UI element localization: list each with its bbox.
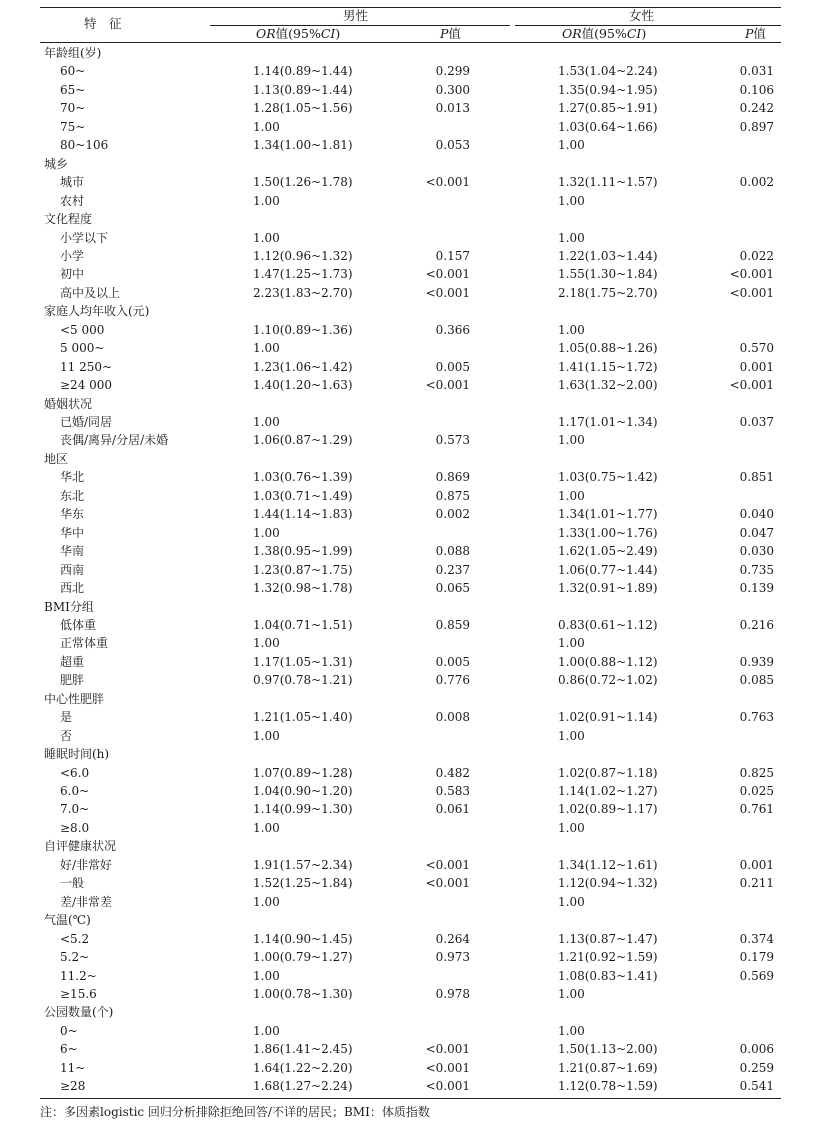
female-p-cell: 0.541	[739, 1079, 774, 1094]
male-or-cell: 1.91(1.57~2.34)	[253, 857, 353, 872]
male-p-cell: 0.859	[435, 617, 470, 632]
female-p-cell: 0.037	[739, 415, 774, 429]
female-or-cell: 0.86(0.72~1.02)	[558, 673, 658, 688]
row-feature-cell: 6.0~	[60, 784, 90, 798]
male-p-cell: 0.005	[435, 359, 470, 374]
female-or-cell: 1.12(0.94~1.32)	[558, 876, 658, 891]
female-or-cell: 1.02(0.89~1.17)	[558, 802, 658, 817]
row-feature-cell: 婚姻状况	[44, 396, 93, 411]
table-row	[0, 1040, 824, 1058]
table-row	[0, 284, 824, 302]
female-or-cell: 1.00(0.88~1.12)	[558, 654, 658, 669]
female-or-cell: 1.32(1.11~1.57)	[558, 175, 658, 190]
male-or-cell: 1.40(1.20~1.63)	[253, 378, 353, 393]
female-p-cell: 0.939	[739, 654, 774, 669]
male-p-cell: 0.002	[435, 507, 470, 522]
table-row	[0, 62, 824, 80]
male-or-cell: 2.23(1.83~2.70)	[253, 285, 353, 300]
male-or-cell: 1.03(0.76~1.39)	[253, 470, 353, 485]
female-p-cell: 0.211	[739, 876, 774, 891]
female-or-cell: 1.00	[558, 728, 585, 743]
row-feature-cell: 城市	[60, 175, 85, 190]
female-or-cell: 1.00	[558, 488, 585, 503]
table-row	[0, 708, 824, 726]
female-or-cell: 1.08(0.83~1.41)	[558, 968, 658, 983]
female-or-cell: 1.03(0.75~1.42)	[558, 470, 658, 485]
table-row	[0, 561, 824, 579]
table-row	[0, 431, 824, 449]
row-feature-cell: 西南	[60, 562, 85, 577]
table-group-row	[0, 911, 824, 929]
male-or-cell: 1.00(0.79~1.27)	[253, 950, 353, 965]
male-p-cell: 0.875	[435, 488, 470, 503]
table-top-rule	[40, 7, 781, 8]
male-or-cell: 1.00	[253, 968, 280, 983]
male-p-cell: <0.001	[425, 876, 470, 891]
table-row	[0, 985, 824, 1003]
male-p-cell: 0.366	[435, 322, 470, 337]
female-p-cell: 0.259	[739, 1060, 774, 1075]
row-feature-cell: 低体重	[60, 617, 97, 632]
table-row	[0, 173, 824, 191]
row-feature-cell: 正常体重	[60, 636, 109, 651]
table-row	[0, 81, 824, 99]
row-feature-cell: 家庭人均年收入(元)	[44, 304, 150, 319]
female-or-cell: 1.02(0.87~1.18)	[558, 765, 658, 780]
male-p-cell: 0.583	[435, 784, 470, 798]
female-p-cell: 0.761	[739, 802, 774, 817]
table-row	[0, 616, 824, 634]
female-or-cell: 1.35(0.94~1.95)	[558, 82, 658, 97]
row-feature-cell: 农村	[60, 193, 85, 208]
female-p-cell: 0.851	[739, 470, 774, 485]
row-feature-cell: ≥8.0	[60, 820, 90, 835]
row-feature-cell: 华中	[60, 525, 85, 540]
table-group-row	[0, 690, 824, 708]
male-or-cell: 1.86(1.41~2.45)	[253, 1042, 353, 1057]
table-row	[0, 634, 824, 652]
row-feature-cell: ≥15.6	[60, 986, 97, 1001]
table-group-row	[0, 745, 824, 763]
table-bottom-rule	[40, 1098, 781, 1099]
table-row	[0, 487, 824, 505]
female-p-cell: 0.763	[739, 710, 774, 725]
male-or-cell: 1.00	[253, 193, 280, 208]
table-row	[0, 192, 824, 210]
table-row	[0, 265, 824, 283]
row-feature-cell: 5 000~	[60, 341, 105, 356]
female-or-cell: 1.12(0.78~1.59)	[558, 1079, 658, 1094]
header-feature: 特 征	[84, 16, 122, 31]
table-row	[0, 930, 824, 948]
row-feature-cell: 11~	[60, 1060, 86, 1075]
table-row	[0, 136, 824, 154]
female-p-cell: 0.242	[739, 101, 774, 116]
male-or-cell: 1.23(0.87~1.75)	[253, 562, 353, 577]
female-or-cell: 1.34(1.12~1.61)	[558, 857, 658, 872]
header-male-p: P值	[440, 26, 461, 41]
male-or-cell: 1.14(0.99~1.30)	[253, 802, 353, 817]
male-p-cell: <0.001	[425, 1079, 470, 1094]
row-feature-cell: 5.2~	[60, 950, 90, 965]
male-or-cell: 1.00	[253, 119, 280, 134]
row-feature-cell: 初中	[60, 267, 85, 282]
female-p-cell: 0.139	[739, 581, 774, 596]
male-p-cell: <0.001	[425, 175, 470, 190]
female-p-cell: 0.022	[739, 248, 774, 263]
row-feature-cell: 气温(℃)	[44, 913, 91, 928]
header-female: 女性	[629, 8, 655, 23]
female-p-cell: 0.179	[739, 950, 774, 965]
row-feature-cell: 已婚/同居	[60, 415, 113, 429]
table-row	[0, 653, 824, 671]
male-or-cell: 1.00	[253, 820, 280, 835]
female-p-cell: 0.031	[739, 64, 774, 79]
female-p-cell: 0.825	[739, 765, 774, 780]
male-or-cell: 1.07(0.89~1.28)	[253, 765, 353, 780]
male-p-cell: 0.299	[435, 64, 470, 79]
female-or-cell: 1.63(1.32~2.00)	[558, 378, 658, 393]
female-or-cell: 1.02(0.91~1.14)	[558, 710, 658, 725]
row-feature-cell: 11 250~	[60, 359, 113, 374]
female-or-cell: 1.62(1.05~2.49)	[558, 544, 658, 559]
female-p-cell: <0.001	[729, 285, 774, 300]
male-p-cell: 0.013	[435, 101, 470, 116]
female-or-cell: 1.34(1.01~1.77)	[558, 507, 658, 522]
male-p-cell: 0.061	[435, 802, 470, 817]
male-or-cell: 0.97(0.78~1.21)	[253, 673, 353, 688]
female-or-cell: 1.00	[558, 230, 585, 245]
male-group-rule	[210, 25, 510, 26]
table-row	[0, 321, 824, 339]
table-row	[0, 727, 824, 745]
male-or-cell: 1.52(1.25~1.84)	[253, 876, 353, 891]
female-or-cell: 1.00	[558, 636, 585, 651]
header-male: 男性	[343, 8, 369, 23]
table-row	[0, 893, 824, 911]
male-or-cell: 1.68(1.27~2.24)	[253, 1079, 353, 1094]
female-or-cell: 1.22(1.03~1.44)	[558, 248, 658, 263]
table-row	[0, 671, 824, 689]
female-or-cell: 1.05(0.88~1.26)	[558, 341, 658, 356]
female-p-cell: 0.374	[739, 931, 774, 946]
female-or-cell: 1.17(1.01~1.34)	[558, 415, 658, 429]
male-or-cell: 1.34(1.00~1.81)	[253, 138, 353, 153]
row-feature-cell: 公园数量(个)	[44, 1005, 114, 1020]
male-p-cell: 0.300	[435, 82, 470, 97]
table-row	[0, 819, 824, 837]
female-or-cell: 1.21(0.92~1.59)	[558, 950, 658, 965]
male-or-cell: 1.10(0.89~1.36)	[253, 322, 353, 337]
female-p-cell: 0.216	[739, 617, 774, 632]
male-p-cell: <0.001	[425, 857, 470, 872]
male-or-cell: 1.04(0.71~1.51)	[253, 617, 353, 632]
row-feature-cell: 75~	[60, 119, 86, 134]
table-row	[0, 800, 824, 818]
table-row	[0, 764, 824, 782]
row-feature-cell: 中心性肥胖	[44, 691, 105, 706]
female-or-cell: 2.18(1.75~2.70)	[558, 285, 658, 300]
table-row	[0, 874, 824, 892]
female-group-rule	[515, 25, 781, 26]
female-or-cell: 1.32(0.91~1.89)	[558, 581, 658, 596]
row-feature-cell: ≥24 000	[60, 378, 113, 393]
male-or-cell: 1.00	[253, 230, 280, 245]
male-or-cell: 1.00	[253, 636, 280, 651]
female-p-cell: 0.025	[739, 784, 774, 798]
male-or-cell: 1.14(0.90~1.45)	[253, 931, 353, 946]
male-p-cell: 0.869	[435, 470, 470, 485]
row-feature-cell: 超重	[60, 654, 85, 669]
row-feature-cell: 小学	[60, 248, 85, 263]
table-row	[0, 468, 824, 486]
male-or-cell: 1.13(0.89~1.44)	[253, 82, 353, 97]
table-group-row	[0, 210, 824, 228]
row-feature-cell: 60~	[60, 64, 86, 79]
female-or-cell: 1.00	[558, 193, 585, 208]
table-group-row	[0, 395, 824, 413]
male-p-cell: <0.001	[425, 1042, 470, 1057]
female-p-cell: 0.040	[739, 507, 774, 522]
female-p-cell: <0.001	[729, 267, 774, 282]
row-feature-cell: 7.0~	[60, 802, 90, 817]
male-p-cell: 0.264	[435, 931, 470, 946]
table-row	[0, 856, 824, 874]
table-row	[0, 542, 824, 560]
row-feature-cell: 80~106	[60, 138, 109, 153]
table-row	[0, 948, 824, 966]
table-row	[0, 782, 824, 800]
male-or-cell: 1.44(1.14~1.83)	[253, 507, 353, 522]
female-p-cell: 0.085	[739, 673, 774, 688]
male-p-cell: 0.776	[435, 673, 470, 688]
table-row	[0, 339, 824, 357]
female-or-cell: 1.03(0.64~1.66)	[558, 119, 658, 134]
female-or-cell: 1.00	[558, 820, 585, 835]
male-p-cell: 0.065	[435, 581, 470, 596]
table-row	[0, 413, 824, 431]
table-group-row	[0, 155, 824, 173]
table-group-row	[0, 302, 824, 320]
table-row	[0, 247, 824, 265]
male-or-cell: 1.50(1.26~1.78)	[253, 175, 353, 190]
male-p-cell: 0.978	[435, 986, 470, 1001]
male-or-cell: 1.28(1.05~1.56)	[253, 101, 353, 116]
female-p-cell: 0.106	[739, 82, 774, 97]
table-row	[0, 579, 824, 597]
female-or-cell: 1.00	[558, 986, 585, 1001]
male-or-cell: 1.00	[253, 894, 280, 909]
female-or-cell: 1.21(0.87~1.69)	[558, 1060, 658, 1075]
table-row	[0, 118, 824, 136]
male-p-cell: <0.001	[425, 1060, 470, 1075]
male-p-cell: <0.001	[425, 267, 470, 282]
row-feature-cell: 华南	[60, 544, 85, 559]
male-p-cell: <0.001	[425, 285, 470, 300]
female-or-cell: 1.00	[558, 138, 585, 153]
male-p-cell: 0.157	[435, 248, 470, 263]
female-p-cell: 0.570	[739, 341, 774, 356]
female-p-cell: 0.001	[739, 359, 774, 374]
male-or-cell: 1.12(0.96~1.32)	[253, 248, 353, 263]
row-feature-cell: <5.2	[60, 931, 90, 946]
row-feature-cell: 年龄组(岁)	[44, 46, 102, 60]
female-p-cell: <0.001	[729, 378, 774, 393]
table-row	[0, 1022, 824, 1040]
female-or-cell: 1.55(1.30~1.84)	[558, 267, 658, 282]
header-male-or: OR值(95%CI)	[256, 26, 341, 41]
table-row	[0, 505, 824, 523]
table-row	[0, 358, 824, 376]
female-or-cell: 1.41(1.15~1.72)	[558, 359, 658, 374]
male-or-cell: 1.06(0.87~1.29)	[253, 433, 353, 448]
row-feature-cell: 是	[60, 710, 73, 725]
female-p-cell: 0.001	[739, 857, 774, 872]
male-p-cell: 0.237	[435, 562, 470, 577]
male-p-cell: 0.482	[435, 765, 470, 780]
male-or-cell: 1.00	[253, 728, 280, 743]
table-row	[0, 1059, 824, 1077]
table-row	[0, 229, 824, 247]
female-or-cell: 1.00	[558, 894, 585, 909]
female-or-cell: 1.06(0.77~1.44)	[558, 562, 658, 577]
table-row	[0, 967, 824, 985]
row-feature-cell: 65~	[60, 82, 86, 97]
row-feature-cell: 高中及以上	[60, 285, 121, 300]
row-feature-cell: 华北	[60, 470, 85, 485]
table-row	[0, 1077, 824, 1095]
female-p-cell: 0.735	[739, 562, 774, 577]
female-or-cell: 1.14(1.02~1.27)	[558, 784, 658, 798]
row-feature-cell: 自评健康状况	[44, 839, 117, 854]
male-p-cell: 0.973	[435, 950, 470, 965]
female-or-cell: 1.00	[558, 433, 585, 448]
female-or-cell: 1.13(0.87~1.47)	[558, 931, 658, 946]
male-or-cell: 1.21(1.05~1.40)	[253, 710, 353, 725]
male-or-cell: 1.00	[253, 341, 280, 356]
row-feature-cell: 一般	[60, 876, 85, 891]
row-feature-cell: 差/非常差	[60, 894, 113, 909]
female-or-cell: 1.27(0.85~1.91)	[558, 101, 658, 116]
male-or-cell: 1.00	[253, 525, 280, 540]
female-p-cell: 0.006	[739, 1042, 774, 1057]
table-row	[0, 99, 824, 117]
male-p-cell: 0.005	[435, 654, 470, 669]
row-feature-cell: 地区	[44, 451, 69, 466]
row-feature-cell: 否	[60, 728, 73, 743]
row-feature-cell: 文化程度	[44, 212, 93, 227]
table-group-row	[0, 837, 824, 855]
female-or-cell: 1.50(1.13~2.00)	[558, 1042, 658, 1057]
row-feature-cell: ≥28	[60, 1079, 86, 1094]
male-or-cell: 1.23(1.06~1.42)	[253, 359, 353, 374]
male-or-cell: 1.04(0.90~1.20)	[253, 784, 353, 798]
male-or-cell: 1.47(1.25~1.73)	[253, 267, 353, 282]
row-feature-cell: 东北	[60, 488, 85, 503]
row-feature-cell: 小学以下	[60, 230, 109, 245]
male-or-cell: 1.17(1.05~1.31)	[253, 654, 353, 669]
table-group-row	[0, 44, 824, 62]
female-or-cell: 1.33(1.00~1.76)	[558, 525, 658, 540]
table-note: 注：多因素logistic 回归分析排除拒绝回答/不详的居民；BMI：体质指数	[40, 1105, 430, 1119]
row-feature-cell: 70~	[60, 101, 86, 116]
female-or-cell: 1.53(1.04~2.24)	[558, 64, 658, 79]
male-or-cell: 1.00	[253, 415, 280, 429]
row-feature-cell: 华东	[60, 507, 85, 522]
row-feature-cell: 睡眠时间(h)	[44, 747, 110, 762]
male-or-cell: 1.03(0.71~1.49)	[253, 488, 353, 503]
row-feature-cell: 好/非常好	[60, 857, 113, 872]
female-p-cell: 0.047	[739, 525, 774, 540]
male-p-cell: 0.008	[435, 710, 470, 725]
female-or-cell: 0.83(0.61~1.12)	[558, 617, 658, 632]
row-feature-cell: 0~	[60, 1023, 78, 1038]
row-feature-cell: <6.0	[60, 765, 90, 780]
row-feature-cell: BMI分组	[44, 599, 94, 614]
male-or-cell: 1.00	[253, 1023, 280, 1038]
row-feature-cell: 城乡	[44, 156, 69, 171]
female-p-cell: 0.002	[739, 175, 774, 190]
male-or-cell: 1.38(0.95~1.99)	[253, 544, 353, 559]
female-p-cell: 0.897	[739, 119, 774, 134]
male-or-cell: 1.00(0.78~1.30)	[253, 986, 353, 1001]
male-p-cell: 0.053	[435, 138, 470, 153]
female-p-cell: 0.569	[739, 968, 774, 983]
male-or-cell: 1.64(1.22~2.20)	[253, 1060, 353, 1075]
row-feature-cell: 肥胖	[60, 673, 85, 688]
female-or-cell: 1.00	[558, 1023, 585, 1038]
header-female-p: P值	[745, 26, 766, 41]
header-female-or: OR值(95%CI)	[562, 26, 647, 41]
row-feature-cell: 丧偶/离异/分居/未婚	[60, 433, 169, 448]
male-or-cell: 1.14(0.89~1.44)	[253, 64, 353, 79]
female-p-cell: 0.030	[739, 544, 774, 559]
row-feature-cell: 11.2~	[60, 968, 97, 983]
table-group-row	[0, 450, 824, 468]
table-row	[0, 376, 824, 394]
row-feature-cell: 西北	[60, 581, 85, 596]
header-bottom-rule	[40, 42, 781, 43]
table-group-row	[0, 598, 824, 616]
row-feature-cell: <5 000	[60, 322, 105, 337]
male-p-cell: <0.001	[425, 378, 470, 393]
table-row	[0, 524, 824, 542]
male-or-cell: 1.32(0.98~1.78)	[253, 581, 353, 596]
female-or-cell: 1.00	[558, 322, 585, 337]
male-p-cell: 0.088	[435, 544, 470, 559]
row-feature-cell: 6~	[60, 1042, 78, 1057]
table-group-row	[0, 1003, 824, 1021]
male-p-cell: 0.573	[435, 433, 470, 448]
